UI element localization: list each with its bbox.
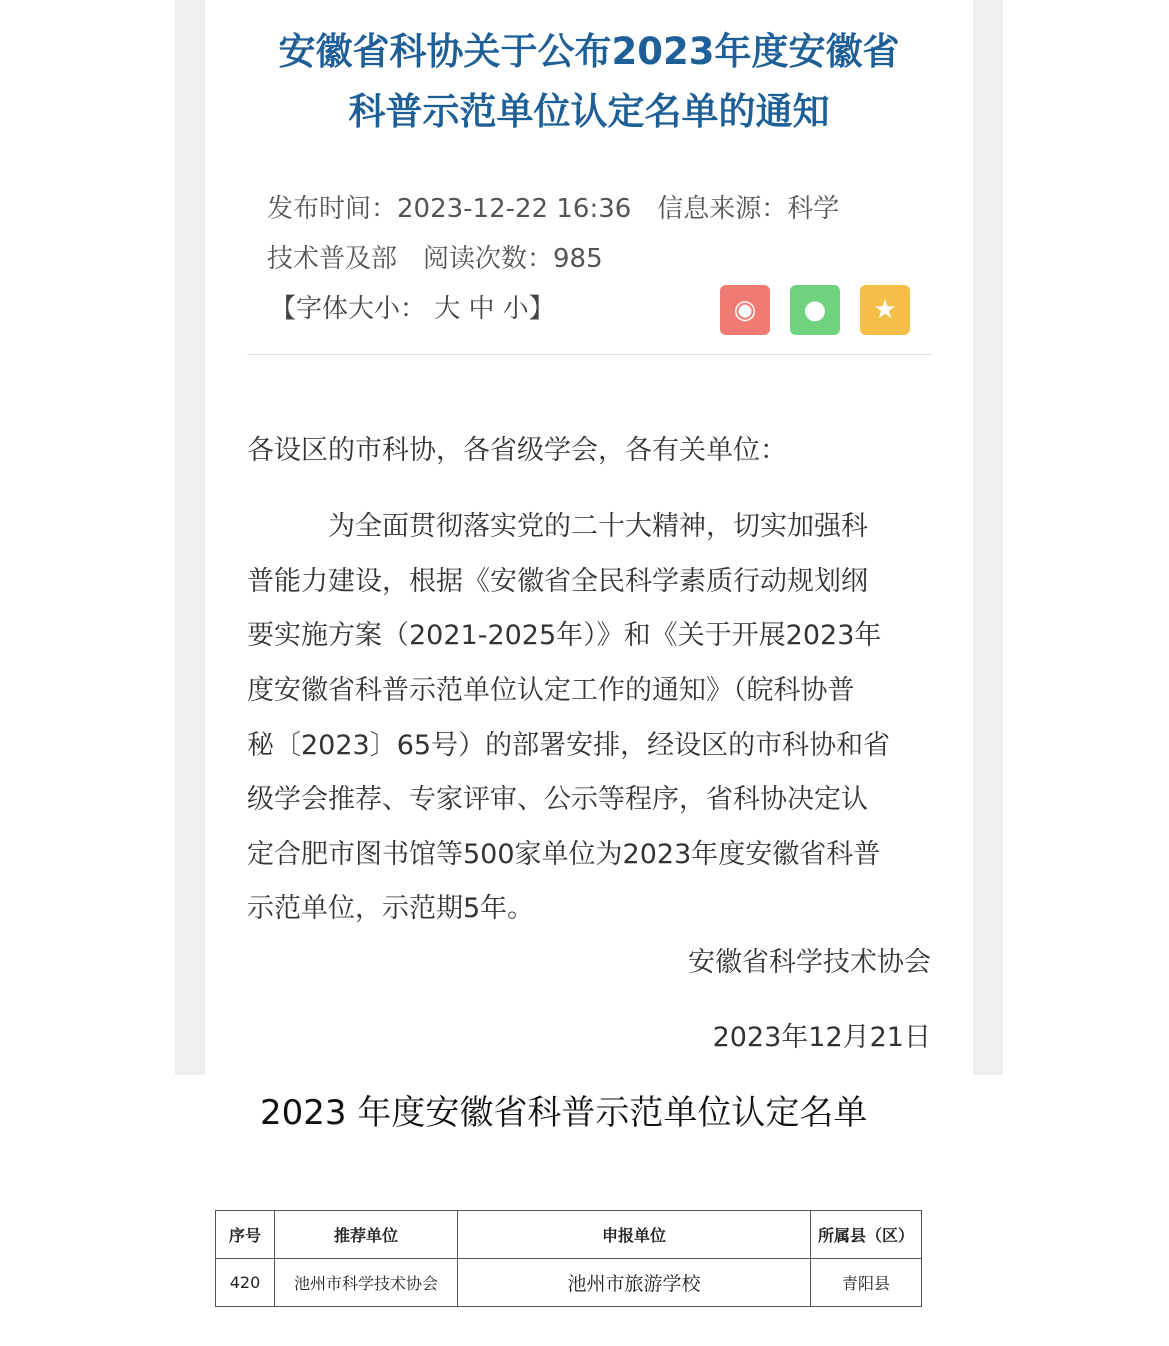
header-cell: 所属县（区） (811, 1211, 922, 1259)
body-line: 要实施方案（2021-2025年）》和《关于开展2023年 (247, 620, 882, 651)
header-cell: 序号 (216, 1211, 275, 1259)
meta-info: 发布时间：2023-12-22 16:36 信息来源：科学 (267, 194, 840, 224)
body-line: 为全面贯彻落实党的二十大精神，切实加强科 (247, 511, 868, 542)
share-bar (720, 285, 910, 335)
weibo-icon[interactable]: ◉ (720, 285, 770, 335)
meta-info: 技术普及部 阅读次数：985 (267, 244, 603, 274)
table-header (216, 1211, 922, 1259)
table-row (216, 1259, 922, 1307)
table-cell: 420 (216, 1259, 275, 1307)
date: 2023年12月21日 (712, 1022, 931, 1053)
header-cell: 申报单位 (458, 1211, 811, 1259)
body-line: 度安徽省科普示范单位认定工作的通知》（皖科协普 (247, 675, 855, 706)
table-cell: 青阳县 (811, 1259, 922, 1307)
list-title: 2023 年度安徽省科普示范单位认定名单 (260, 1093, 868, 1133)
salutation: 各设区的市科协，各省级学会，各有关单位： (247, 435, 787, 466)
body-line: 普能力建设，根据《安徽省全民科学素质行动规划纲 (247, 566, 868, 597)
body-line: 秘〔2023〕65号）的部署安排，经设区的市科协和省 (247, 730, 891, 761)
body-line: 定合肥市图书馆等500家单位为2023年度安徽省科普 (247, 839, 881, 870)
table-cell: 池州市旅游学校 (458, 1259, 811, 1307)
right-margin (973, 0, 1003, 1075)
left-margin (175, 0, 205, 1075)
unit-table (215, 1210, 922, 1307)
header-cell: 推荐单位 (275, 1211, 458, 1259)
wechat-icon[interactable]: ● (790, 285, 840, 335)
signature: 安徽省科学技术协会 (688, 947, 931, 978)
title-line: 科普示范单位认定名单的通知 (348, 90, 830, 133)
qzone-icon[interactable]: ★ (860, 285, 910, 335)
title-line: 安徽省科协关于公布2023年度安徽省 (278, 30, 900, 73)
body-line: 级学会推荐、专家评审、公示等程序，省科协决定认 (247, 784, 868, 815)
font-size-control[interactable]: 【字体大小： 大 中 小】 (270, 294, 555, 324)
divider (247, 354, 932, 355)
page-title (205, 22, 973, 142)
table-cell: 池州市科学技术协会 (275, 1259, 458, 1307)
body-line: 示范单位，示范期5年。 (247, 893, 535, 924)
